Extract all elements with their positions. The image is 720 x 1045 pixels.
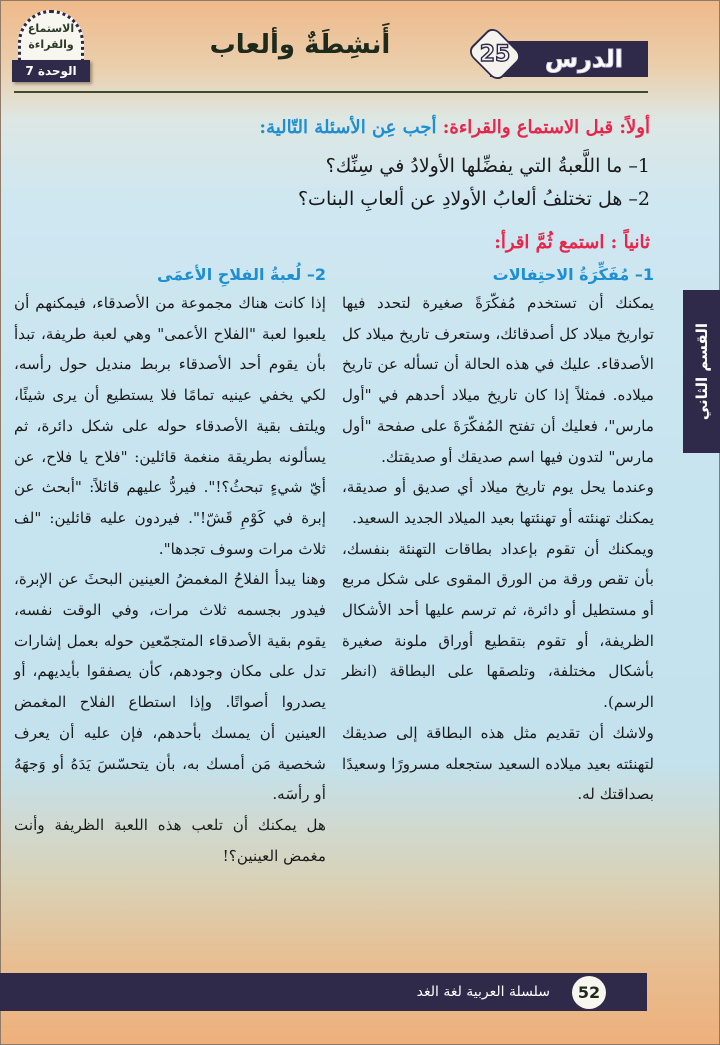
side-section-tab bbox=[683, 290, 720, 453]
unit-label: الوحدة 7 bbox=[12, 60, 90, 82]
header-divider bbox=[14, 91, 648, 93]
page-number: 52 bbox=[571, 975, 607, 1010]
reading-one-title: 1– مُفَكِّرَةُ الاحتِفالات bbox=[492, 265, 654, 284]
reading-one-paragraph: يمكنك أن تستخدم مُفكّرَةً صغيرة لتحدد فيها تواريخ ميلاد كل أصدقائك، وستعرف تاريخ ميلاد كل الأصدقاء. عليك في هذه الحالة أن تسأله عن تاريخ ميلاده. فمثلاً إذا كان تاريخ ميلاد أحدهم في "أول مارس"، فعليك أن تفتح المُفكّرَةَ على صفحة "أول مارس" لتدون فيها اسم صديقك أو صديقتك. bbox=[342, 294, 654, 466]
question-item: 1– ما اللَّعبةُ التي يفضِّلها الأولادُ في سِنِّك؟ bbox=[325, 155, 650, 177]
reading-two-paragraph: هل يمكنك أن تلعب هذه اللعبة الظريفة وأنت مغمض العينين؟! bbox=[14, 815, 326, 865]
skill-line-1: الاستماع bbox=[27, 22, 75, 35]
lesson-label: الدرس bbox=[490, 41, 648, 77]
lesson-number: 25 bbox=[479, 41, 511, 67]
question-list bbox=[20, 150, 650, 216]
section-one-heading bbox=[20, 113, 650, 143]
reading-two-paragraph: إذا كانت هناك مجموعة من الأصدقاء، فيمكنهم أن يلعبوا لعبة "الفلاح الأعمى" وهي لعبة طريفة، تبدأ بأن يقوم أحد الأصدقاء بربط منديل حول رأسه، لكي يخفي عينيه تمامًا فلا يستطيع أن يرى شيئًا، ويلتف بقية الأصدقاء حوله على شكل دائرة، ثم يسألونه بطريقة منغمة قائلين: "فلاح يا فلاح، عن أيّ شيءٍ تبحثُ؟!". فيردُّ عليهم قائلاً: "أبحث عن إبرة في كَوْمِ قَشّ!". فيردون عليه قائلين: "لف ثلاث مرات وسوف تجدها". bbox=[14, 294, 326, 558]
reading-two-column bbox=[14, 262, 326, 871]
lesson-number-badge bbox=[466, 30, 524, 78]
section-two-heading bbox=[20, 228, 650, 258]
lesson-title: أَنشِطَةٌ وألعاب bbox=[209, 30, 391, 60]
section-one-instruction: أجب عِن الأسئلة التّالية: bbox=[259, 117, 437, 138]
question-item: 2– هل تختلفُ ألعابُ الأولادِ عن ألعابِ البنات؟ bbox=[297, 188, 650, 210]
series-name: سلسلة العربية لغة الغد bbox=[416, 984, 550, 1000]
unit-badge bbox=[12, 10, 90, 78]
reading-two-title: 2– لُعبةُ الفلاحِ الأعمَى bbox=[156, 265, 326, 284]
reading-two-paragraph: وهنا يبدأ الفلاحُ المغمضُ العينين البحثَ عن الإبرة، فيدور بجسمه ثلاث مرات، وفي الوقت نفسه، يقوم بقية الأصدقاء المتجمّعين حوله بعمل إشارات تدل على مكان وجودهم، كأن يصفقوا بأيديهم، أو يصدروا أصواتًا. وإذا استطاع الفلاح المغمض العينين أن يمسك بأحدهم، فإن عليه أن يعرف شخصية مَن أمسك به، بأن يتحسّسَ يَدَهُ أو وَجهَهُ أو رأسَه. bbox=[14, 570, 326, 804]
side-tab-label: القسم الثاني bbox=[692, 322, 711, 421]
section-one-title: أولاً: قبل الاستماع والقراءة: bbox=[442, 117, 650, 138]
reading-one-paragraph: ولاشك أن تقديم مثل هذه البطاقة إلى صديقك لتهنئته بعيد ميلاده السعيد ستجعله مسرورًا وسعيدًا بصداقتك له. bbox=[342, 723, 654, 804]
skill-line-2: والقراءة bbox=[28, 38, 74, 51]
reading-one-paragraph: وعندما يحل يوم تاريخ ميلاد أي صديق أو صديقة، يمكنك تهنئته أو تهنئتها بعيد الميلاد الجديد السعيد. bbox=[342, 478, 654, 527]
reading-one-paragraph: ويمكنك أن تقوم بإعداد بطاقات التهنئة بنفسك، بأن تقص ورقة من الورق المقوى على شكل مربع أو مستطيل أو دائرة، ثم ترسم عليها أحد الأشكال الظريفة، أو تقوم بتقطيع أوراق ملونة صغيرة بأشكال مختلفة، وتلصقها على البطاقة (انظر الرسم). bbox=[342, 539, 654, 712]
reading-one-column bbox=[342, 262, 654, 810]
section-two-title: ثانياً : استمع ثُمَّ اقرأ: bbox=[494, 232, 650, 253]
